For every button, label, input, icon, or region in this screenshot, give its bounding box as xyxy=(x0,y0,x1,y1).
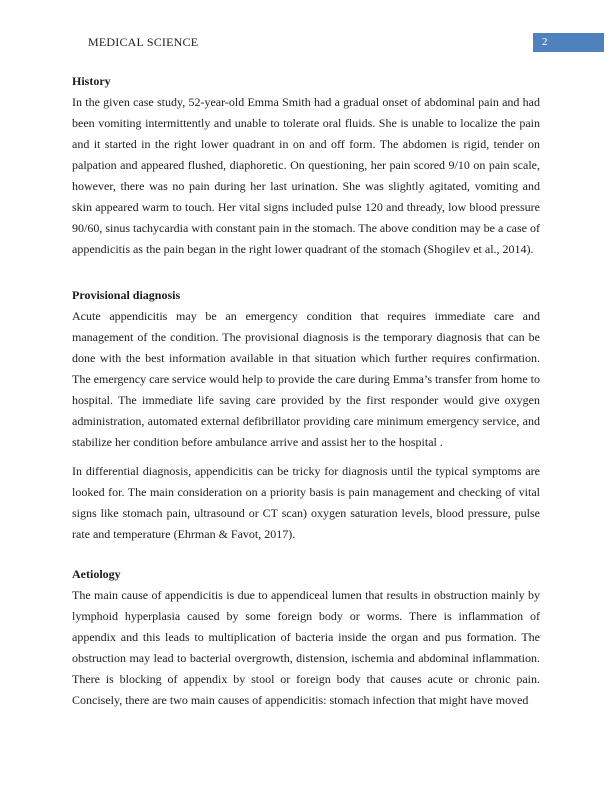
section-heading-provisional-diagnosis: Provisional diagnosis xyxy=(72,288,181,302)
paragraph-aetiology-1: The main cause of appendicitis is due to appendiceal lumen that results in obstruction mainly by lymphoid hyperplasia caused by some foreign body or worms. There is inflammation of appendix and this leads to multiplication of bacteria inside the organ and pus formation. The obstruction may lead to bacterial overgrowth, distension, ischemia and abdominal inflammation. There is blocking of appendix by stool or foreign body that causes acute or chronic pain. Concisely, there are two main causes of appendicitis: stomach infection that might have moved xyxy=(72,588,540,707)
running-header-title: MEDICAL SCIENCE xyxy=(88,35,199,49)
section-heading-history: History xyxy=(72,74,111,88)
paragraph-provisional-diagnosis-1: Acute appendicitis may be an emergency condition that requires immediate care and management of the condition. The provisional diagnosis is the temporary diagnosis that can be done with the best information available in that situation which further requires confirmation. The emergency care service would help to provide the care during Emma’s transfer from home to hospital. The immediate life saving care provided by the first responder would give oxygen administration, automated external defibrillator providing care minimum emergency service, and stabilize her condition before ambulance arrive and assist her to the hospital . xyxy=(72,309,540,449)
section-heading-aetiology: Aetiology xyxy=(72,567,121,581)
document-body xyxy=(72,71,540,711)
page-number-badge: 2 xyxy=(533,33,604,52)
paragraph-provisional-diagnosis-2: In differential diagnosis, appendicitis can be tricky for diagnosis until the typical symptoms are looked for. The main consideration on a priority basis is pain management and checking of vital signs like stomach pain, ultrasound or CT scan) oxygen saturation levels, blood pressure, pulse rate and temperature (Ehrman & Favot, 2017). xyxy=(72,464,540,541)
paragraph-history-1: In the given case study, 52-year-old Emma Smith had a gradual onset of abdominal pain and had been vomiting intermittently and unable to tolerate oral fluids. She is unable to localize the pain and it started in the right lower quadrant in on and off form. The abdomen is rigid, tender on palpation and appeared flushed, diaphoretic. On questioning, her pain scored 9/10 on pain scale, however, there was no pain during her last urination. She was slightly agitated, vomiting and skin appeared warm to touch. Her vital signs included pulse 120 and thready, low blood pressure 90/60, sinus tachycardia with constant pain in the stomach. The above condition may be a case of appendicitis as the pain began in the right lower quadrant of the stomach (Shogilev et al., 2014). xyxy=(72,95,540,256)
